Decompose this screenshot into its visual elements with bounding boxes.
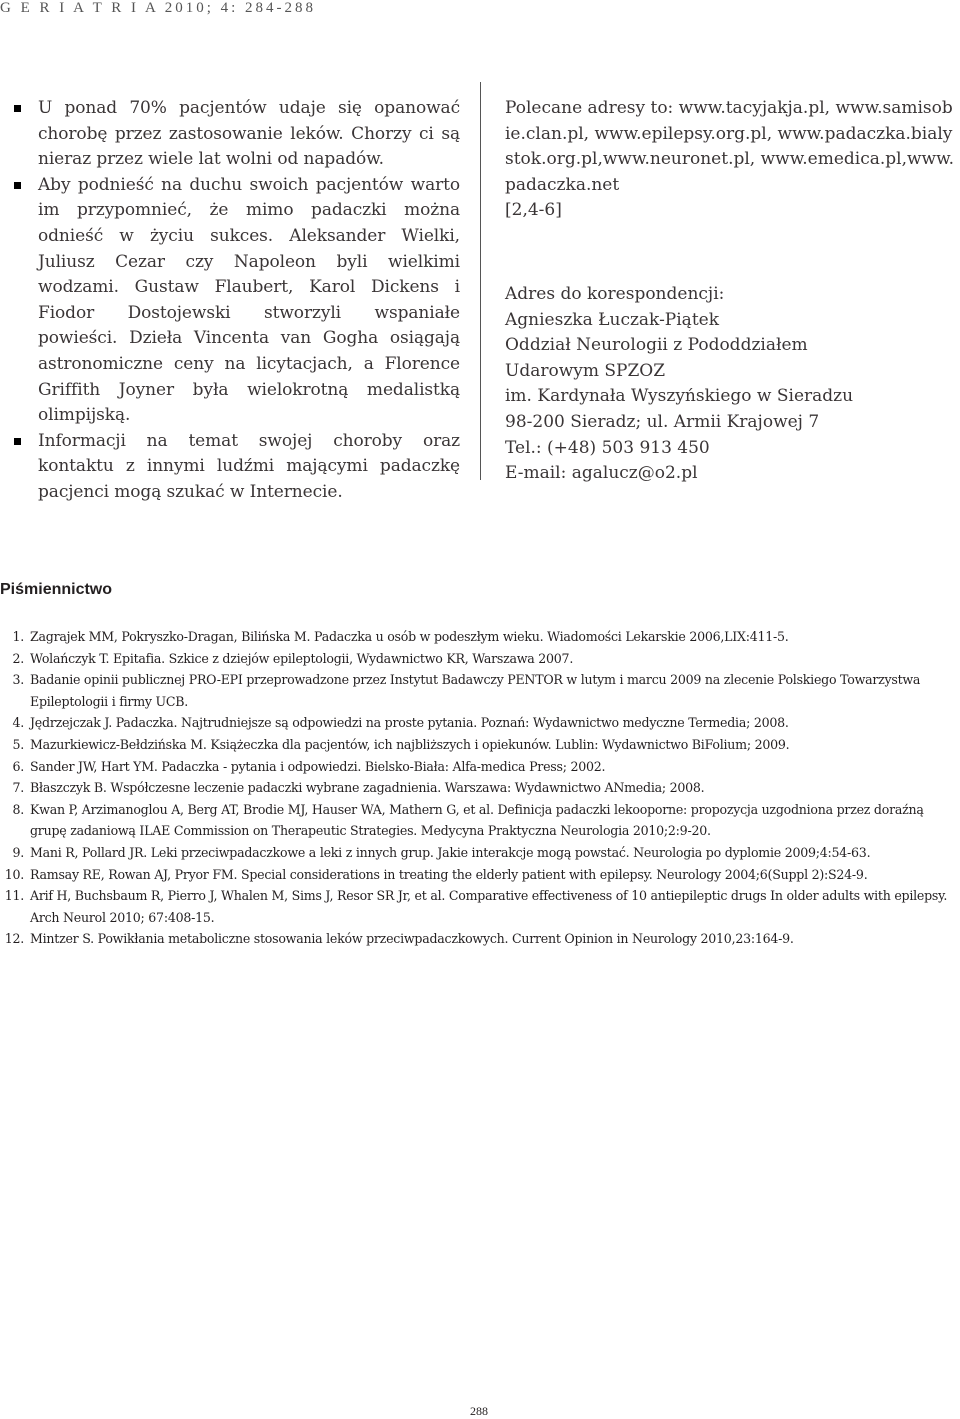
reference-text: Zagrajek MM, Pokryszko-Dragan, Bilińska M. Padaczka u osób w podeszłym wieku. Wiadomości Lekarskie 2006,LIX:411-5.: [30, 629, 789, 644]
left-column: [14, 96, 460, 506]
right-column: [505, 96, 955, 487]
reference-number: 11.: [4, 888, 24, 904]
correspondence-line: Udarowym SPZOZ: [505, 360, 666, 381]
reference-item: [0, 648, 960, 670]
reference-text: Sander JW, Hart YM. Padaczka - pytania i odpowiedzi. Bielsko-Biała: Alfa-medica Press; 2002.: [30, 758, 606, 774]
reference-text: Mintzer S. Powikłania metaboliczne stosowania leków przeciwpadaczkowych. Current Opinion in Neurology 2010,23:164-9.: [30, 931, 794, 947]
references-heading: Piśmiennictwo: [0, 581, 113, 598]
reference-number: 8.: [12, 801, 24, 817]
reference-item: [0, 928, 960, 950]
square-bullet-icon: [14, 438, 21, 445]
reference-item: [0, 842, 960, 864]
correspondence-line: Tel.: (+48) 503 913 450: [505, 437, 710, 458]
bullet-item: [14, 429, 460, 506]
recommended-addresses: Polecane adresy to: www.tacyjakja.pl, www.samisobie.clan.pl, www.epilepsy.org.pl, www.padaczka.bialystok.org.pl,www.neuronet.pl, www.emedica.pl,www.padaczka.net: [505, 98, 955, 195]
bullet-item: [14, 96, 460, 173]
journal-header: G E R I A T R I A 2010; 4: 284-288: [0, 0, 317, 16]
bullet-text: U ponad 70% pacjentów udaje się opanować chorobę przez zastosowanie leków. Chorzy ci są nieraz przez wiele lat wolni od napadów.: [38, 98, 460, 170]
bullet-text: Informacji na temat swojej choroby oraz kontaktu z innymi ludźmi mającymi padaczkę pacjenci mogą szukać w Internecie.: [38, 430, 460, 502]
reference-number: 10.: [4, 866, 24, 882]
reference-text: Ramsay RE, Rowan AJ, Pryor FM. Special considerations in treating the elderly patient with epilepsy. Neurology 2004;6(Suppl 2):S24-9.: [30, 866, 868, 882]
reference-text: Wolańczyk T. Epitafia. Szkice z dziejów epileptologii, Wydawnictwo KR, Warszawa 2007.: [30, 650, 574, 666]
reference-item: [0, 734, 960, 756]
reference-item: [0, 799, 960, 842]
reference-item: [0, 669, 960, 712]
reference-item: [0, 885, 960, 928]
reference-number: 1.: [12, 629, 24, 644]
correspondence-line: Agnieszka Łuczak-Piątek: [505, 309, 720, 330]
reference-item: [0, 864, 960, 886]
reference-text: Błaszczyk B. Współczesne leczenie padaczki wybrane zagadnienia. Warszawa: Wydawnictwo ANmedia; 2008.: [30, 780, 705, 796]
page-number: 288: [470, 1404, 488, 1418]
correspondence-address: [505, 282, 955, 487]
reference-number: 5.: [12, 736, 24, 752]
references-list: [0, 626, 960, 950]
reference-text: Kwan P, Arzimanoglou A, Berg AT, Brodie MJ, Hauser WA, Mathern G, et al. Definicja padaczki lekooporne: propozycja uzgodniona przez doraźną grupę zadaniową ILAE Commission on Therapeutic Strategies. Medycyna Praktyczna Neurologia 2010;2:9-20.: [30, 801, 924, 839]
reference-number: 2.: [12, 650, 24, 666]
bullet-item: [14, 173, 460, 429]
reference-text: Jędrzejczak J. Padaczka. Najtrudniejsze są odpowiedzi na proste pytania. Poznań: Wydawnictwo medyczne Termedia; 2008.: [30, 715, 789, 731]
reference-text: Mazurkiewicz-Bełdzińska M. Książeczka dla pacjentów, ich najbliższych i opiekunów. Lublin: Wydawnictwo BiFolium; 2009.: [30, 736, 790, 752]
email-line: E-mail: agalucz@o2.pl: [505, 463, 698, 484]
reference-text: Arif H, Buchsbaum R, Pierro J, Whalen M, Sims J, Resor SR Jr, et al. Comparative effectiveness of 10 antiepileptic drugs In older adults with epilepsy. Arch Neurol 2010; 67:408-15.: [30, 888, 948, 925]
reference-number: 4.: [12, 715, 24, 731]
reference-number: 7.: [12, 780, 24, 796]
addresses-citation: [2,4-6]: [505, 200, 562, 221]
correspondence-line: Oddział Neurologii z Pododdziałem: [505, 335, 808, 356]
bullet-list: [14, 96, 460, 506]
reference-item: [0, 712, 960, 734]
reference-item: [0, 626, 960, 648]
correspondence-line: im. Kardynała Wyszyńskiego w Sieradzu: [505, 386, 854, 407]
reference-item: [0, 777, 960, 799]
reference-number: 3.: [12, 672, 24, 688]
square-bullet-icon: [14, 105, 21, 112]
square-bullet-icon: [14, 182, 21, 189]
reference-text: Mani R, Pollard JR. Leki przeciwpadaczkowe a leki z innych grup. Jakie interakcje mogą powstać. Neurologia po dyplomie 2009;4:54-63.: [30, 844, 871, 860]
bullet-text: Aby podnieść na duchu swoich pacjentów warto im przypomnieć, że mimo padaczki można odnieść w życiu sukces. Aleksander Wielki, Juliusz Cezar czy Napoleon byli wielkimi wodzami. Gustaw Flaubert, Karol Dickens i Fiodor Dostojewski stworzyli wspaniałe powieści. Dzieła Vincenta van Gogha osiągają astronomiczne ceny na licytacjach, a Florence Griffith Joyner była wielokrotną medalistką olimpijską.: [38, 174, 460, 426]
correspondence-line: 98-200 Sieradz; ul. Armii Krajowej 7: [505, 411, 820, 432]
reference-text: Badanie opinii publicznej PRO-EPI przeprowadzone przez Instytut Badawczy PENTOR w lutym i marcu 2009 na zlecenie Polskiego Towarzystwa Epileptologii i firmy UCB.: [30, 672, 921, 709]
correspondence-line: Adres do korespondencji:: [505, 283, 725, 304]
column-divider: [480, 82, 481, 480]
reference-number: 6.: [12, 758, 24, 774]
reference-item: [0, 756, 960, 778]
reference-number: 12.: [4, 931, 24, 947]
reference-number: 9.: [12, 844, 24, 860]
